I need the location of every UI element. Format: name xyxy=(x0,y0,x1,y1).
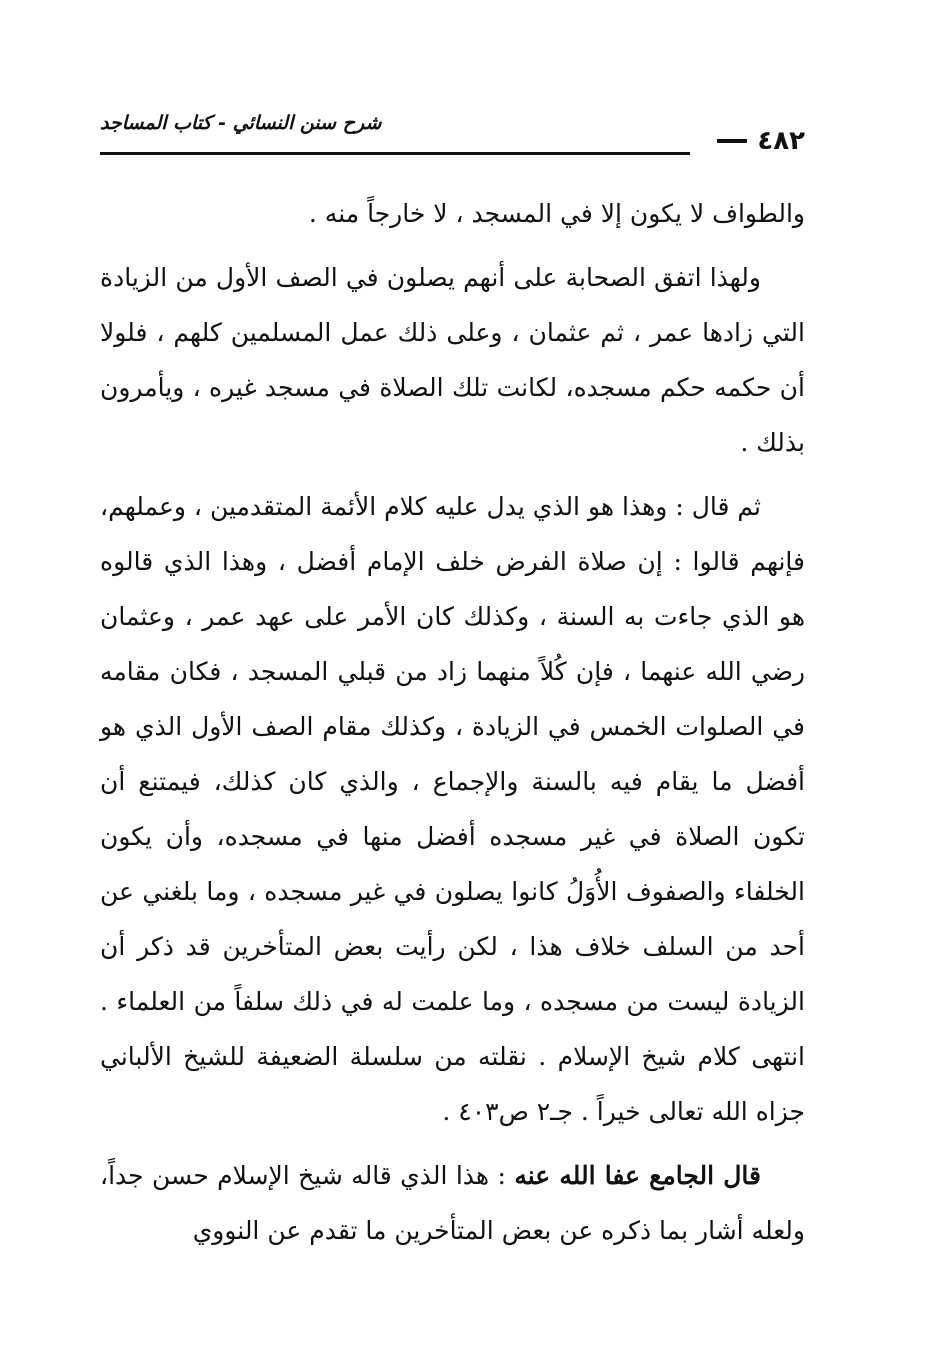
paragraph-3: ثم قال : وهذا هو الذي يدل عليه كلام الأئمة المتقدمين ، وعملهم، فإنهم قالوا : إن صلاة الفرض خلف الإمام أفضل ، وهذا الذي قالوه هو الذي جاءت به السنة ، وكذلك كان الأمر على عهد عمر ، وعثمان رضي الله عنهما ، فإن كُلاً منهما زاد من قبلي المسجد ، فكان مقامه في الصلوات الخمس في الزيادة ، وكذلك مقام الصف الأول الذي هو أفضل ما يقام فيه بالسنة والإجماع ، والذي كان كذلك، فيمتنع أن تكون الصلاة في غير مسجده أفضل منها في مسجده، وأن يكون الخلفاء والصفوف الأُوَلُ كانوا يصلون في غير مسجده ، وما بلغني عن أحد من السلف خلاف هذا ، لكن رأيت بعض المتأخرين قد ذكر أن الزيادة ليست من مسجده ، وما علمت له في ذلك سلفاً من العلماء . انتهى كلام شيخ الإسلام . نقلته من سلسلة الضعيفة للشيخ الألباني جزاه الله تعالى خيراً . جـ٢ ص٤٠٣ . xyxy=(100,492,805,1126)
running-title: شرح سنن النسائي - كتاب المساجد xyxy=(100,112,382,134)
page-number-value: ٤٨٢ xyxy=(757,126,805,156)
header-rule xyxy=(100,152,690,155)
paragraph-4-lead: قال الجامع عفا الله عنه xyxy=(514,1161,761,1190)
paragraph-2: ولهذا اتفق الصحابة على أنهم يصلون في الصف الأول من الزيادة التي زادها عمر ، ثم عثمان ، وعلى ذلك عمل المسلمين كلهم ، فلولا أن حكمه حكم مسجده، لكانت تلك الصلاة في مسجد غيره ، ويأمرون بذلك . xyxy=(100,263,805,457)
paragraph-1: والطواف لا يكون إلا في المسجد ، لا خارجاً منه . xyxy=(308,199,805,228)
paragraph-4 xyxy=(100,1148,805,1258)
page-header xyxy=(100,112,805,172)
paragraph-4-text: : هذا الذي قاله شيخ الإسلام حسن جداً، ولعله أشار بما ذكره عن بعض المتأخرين ما تقدم عن النووي xyxy=(100,1161,805,1245)
body-text xyxy=(100,186,805,1258)
page-number xyxy=(717,126,805,156)
page-number-dash xyxy=(717,139,747,143)
